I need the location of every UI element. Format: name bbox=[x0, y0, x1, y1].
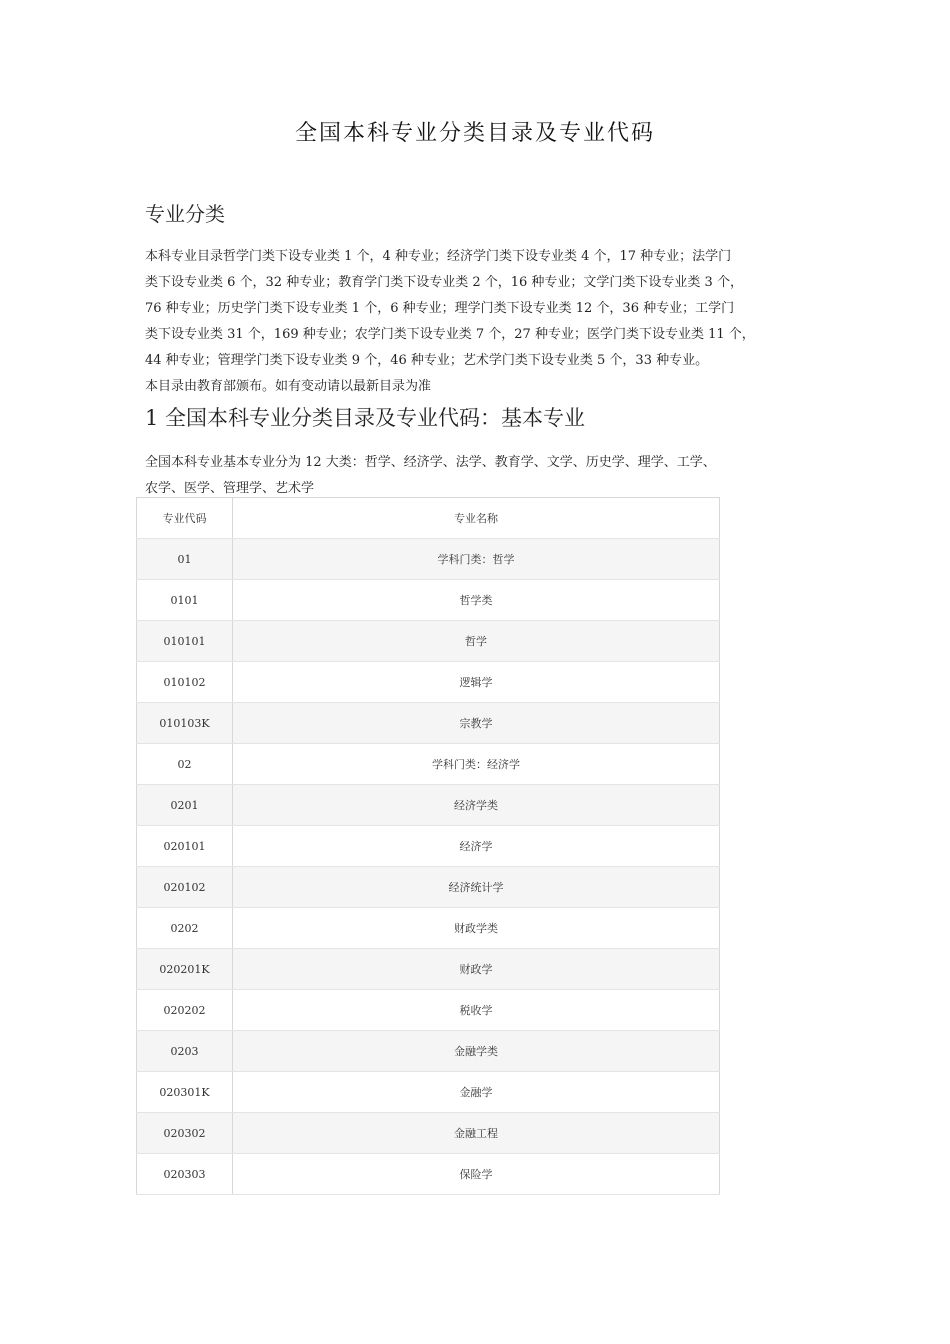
major-name: 金融学 bbox=[233, 1072, 720, 1113]
column-header-code: 专业代码 bbox=[137, 498, 233, 539]
table-row bbox=[137, 580, 720, 621]
paragraph-line: 本科专业目录哲学门类下设专业类 1 个，4 种专业；经济学门类下设专业类 4 个，17 种专业；法学门 bbox=[145, 249, 732, 264]
major-code: 0101 bbox=[137, 580, 233, 621]
major-name: 经济学 bbox=[233, 826, 720, 867]
section-heading-classification: 专业分类 bbox=[145, 202, 225, 226]
paragraph-line: 类下设专业类 31 个，169 种专业；农学门类下设专业类 7 个，27 种专业；医学门类下设专业类 11 个， bbox=[145, 327, 755, 342]
major-code: 0201 bbox=[137, 785, 233, 826]
table-row bbox=[137, 826, 720, 867]
major-code: 02 bbox=[137, 744, 233, 785]
table-row bbox=[137, 1154, 720, 1195]
basic-majors-intro bbox=[145, 450, 810, 502]
table-row bbox=[137, 1113, 720, 1154]
table-row bbox=[137, 1072, 720, 1113]
table-row bbox=[137, 990, 720, 1031]
paragraph-line: 76 种专业；历史学门类下设专业类 1 个，6 种专业；理学门类下设专业类 12 个，36 种专业；工学门 bbox=[145, 301, 735, 316]
table-row bbox=[137, 662, 720, 703]
major-code: 010103K bbox=[137, 703, 233, 744]
major-name: 哲学 bbox=[233, 621, 720, 662]
major-name: 经济学类 bbox=[233, 785, 720, 826]
document-title: 全国本科专业分类目录及专业代码 bbox=[294, 121, 655, 146]
major-name: 金融学类 bbox=[233, 1031, 720, 1072]
table-row bbox=[137, 703, 720, 744]
major-name: 税收学 bbox=[233, 990, 720, 1031]
major-name: 财政学 bbox=[233, 949, 720, 990]
paragraph-line: 44 种专业；管理学门类下设专业类 9 个，46 种专业；艺术学门类下设专业类 5 个，33 种专业。 bbox=[145, 353, 709, 368]
major-code: 020301K bbox=[137, 1072, 233, 1113]
table-row bbox=[137, 744, 720, 785]
table-row bbox=[137, 539, 720, 580]
major-name: 金融工程 bbox=[233, 1113, 720, 1154]
column-header-name: 专业名称 bbox=[233, 498, 720, 539]
major-code: 0202 bbox=[137, 908, 233, 949]
major-code: 020202 bbox=[137, 990, 233, 1031]
table-row bbox=[137, 785, 720, 826]
paragraph-line: 类下设专业类 6 个，32 种专业；教育学门类下设专业类 2 个，16 种专业；文学门类下设专业类 3 个， bbox=[145, 275, 743, 290]
table-row bbox=[137, 949, 720, 990]
major-code: 0203 bbox=[137, 1031, 233, 1072]
table-row bbox=[137, 1031, 720, 1072]
section-heading-basic-majors: 1 全国本科专业分类目录及专业代码：基本专业 bbox=[145, 406, 586, 430]
table-row bbox=[137, 621, 720, 662]
major-name: 经济统计学 bbox=[233, 867, 720, 908]
paragraph-line: 全国本科专业基本专业分为 12 大类：哲学、经济学、法学、教育学、文学、历史学、理学、工学、 bbox=[145, 455, 716, 470]
paragraph-line: 农学、医学、管理学、艺术学 bbox=[145, 481, 315, 496]
major-code: 020201K bbox=[137, 949, 233, 990]
major-name: 保险学 bbox=[233, 1154, 720, 1195]
major-code: 01 bbox=[137, 539, 233, 580]
major-name: 逻辑学 bbox=[233, 662, 720, 703]
major-code: 010102 bbox=[137, 662, 233, 703]
major-code: 020302 bbox=[137, 1113, 233, 1154]
major-code: 020101 bbox=[137, 826, 233, 867]
major-name: 宗教学 bbox=[233, 703, 720, 744]
major-name: 学科门类：哲学 bbox=[233, 539, 720, 580]
major-name: 哲学类 bbox=[233, 580, 720, 621]
major-code: 020303 bbox=[137, 1154, 233, 1195]
classification-paragraph bbox=[145, 244, 810, 374]
majors-table bbox=[136, 497, 720, 1195]
major-name: 财政学类 bbox=[233, 908, 720, 949]
major-code: 020102 bbox=[137, 867, 233, 908]
table-row bbox=[137, 908, 720, 949]
source-note: 本目录由教育部颁布。如有变动请以最新目录为准 bbox=[145, 379, 432, 394]
major-name: 学科门类：经济学 bbox=[233, 744, 720, 785]
major-code: 010101 bbox=[137, 621, 233, 662]
table-row bbox=[137, 867, 720, 908]
table-header-row bbox=[137, 498, 720, 539]
